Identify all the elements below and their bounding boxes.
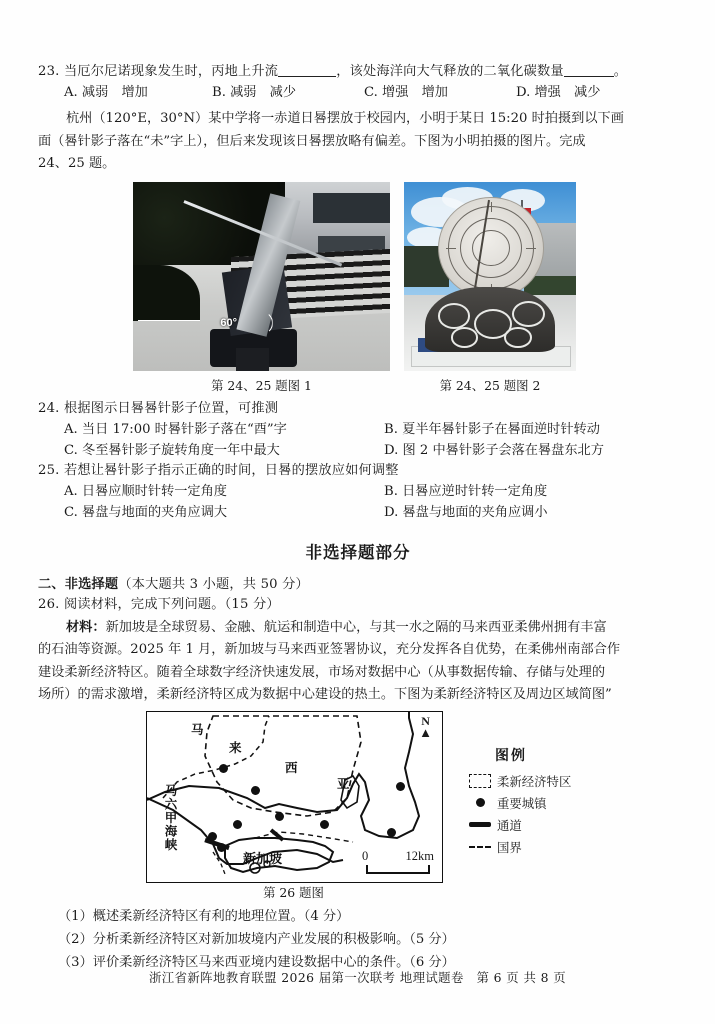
sez-dashed-box-icon xyxy=(463,774,497,788)
question-24-number: 24. xyxy=(38,400,60,416)
legend-item-city xyxy=(463,794,643,812)
question-24-option-a[interactable] xyxy=(64,419,384,440)
sez-map xyxy=(146,711,443,883)
map-label-country-char-3: 西 xyxy=(285,759,298,775)
scale-bar-graphic xyxy=(366,865,430,874)
question-24-option-b[interactable] xyxy=(384,419,600,440)
question-23-stem-part1: 当厄尔尼诺现象发生时，丙地上升流 xyxy=(64,64,279,79)
question-23-option-d[interactable] xyxy=(516,82,600,103)
question-26-stem xyxy=(38,595,678,615)
map-label-country-char-4: 亚 xyxy=(337,775,350,791)
map-city-dot xyxy=(208,832,217,841)
border-dashed-line-icon xyxy=(463,846,497,848)
map-figure-wrap xyxy=(38,711,678,900)
question-24-option-d[interactable] xyxy=(384,440,604,461)
answer-blank-2 xyxy=(564,76,614,77)
legend-label-channel: 通道 xyxy=(497,817,522,833)
option-text: 冬至晷针影子旋转角度一年中最大 xyxy=(82,442,280,458)
question-23-option-a[interactable] xyxy=(64,82,212,103)
question-26-material-line-4: 场所）的需求激增，柔新经济特区成为数据中心建设的热土。下图为柔新经济特区及周边区域简图” xyxy=(38,687,612,702)
photo1-building-window-band xyxy=(313,193,390,223)
question-26-sub-1: （1）概述柔新经济特区有利的地理位置。（4 分） xyxy=(58,908,350,924)
option-label: D. xyxy=(384,504,399,520)
question-26-material-line-2: 的石油等资源。2025 年 1 月，新加坡与马来西亚签署协议，充分发挥各自优势，在柔佛州南部合作 xyxy=(38,642,621,657)
option-text: 增强 增加 xyxy=(382,85,448,100)
option-label: A. xyxy=(64,421,78,437)
question-24-options-row-2 xyxy=(64,440,678,461)
photo1-sundial-pillar xyxy=(236,348,269,371)
city-dot-icon xyxy=(463,798,497,807)
question-25-option-b[interactable] xyxy=(384,481,547,502)
question-26-sub-2: （2）分析柔新经济特区对新加坡境内产业发展的积极影响。（5 分） xyxy=(58,931,455,947)
option-label: C. xyxy=(64,442,78,458)
photo2-dial-tick xyxy=(491,202,492,212)
option-label: D. xyxy=(384,442,399,458)
question-23-stem xyxy=(38,62,678,82)
scale-max-label: 12km xyxy=(405,848,434,863)
photo2-pedestal-swirl xyxy=(451,327,479,348)
option-label: B. xyxy=(384,421,398,437)
north-arrow-icon xyxy=(419,713,432,740)
question-26-material-line-1 xyxy=(38,617,678,640)
map-caption: 第 26 题图 xyxy=(263,884,324,900)
option-text: 图 2 中晷针影子会落在晷盘东北方 xyxy=(402,442,604,458)
option-text: 增强 减少 xyxy=(534,85,601,100)
photo2-dial-tick xyxy=(526,248,536,249)
question-25-stem xyxy=(38,461,678,481)
section-heading xyxy=(38,575,678,595)
map-label-singapore: 新加坡 xyxy=(243,851,283,867)
sundial-photo-1 xyxy=(133,182,390,371)
legend-label-sez: 柔新经济特区 xyxy=(497,773,572,789)
photo1-angle-label: 60° xyxy=(220,316,238,329)
question-25-stem-text: 若想让晷针影子指示正确的时间，日晷的摆放应如何调整 xyxy=(64,462,399,478)
option-text: 晷盘与地面的夹角应调小 xyxy=(402,504,548,520)
option-text: 日晷应顺时针转一定角度 xyxy=(81,483,227,499)
option-text: 减弱 减少 xyxy=(230,85,297,100)
question-23-stem-part3: 。 xyxy=(613,64,628,79)
sundial-figure-1-caption: 第 24、25 题图 1 xyxy=(211,377,312,393)
answer-blank-1 xyxy=(278,76,336,77)
option-text: 晷盘与地面的夹角应调大 xyxy=(82,504,228,520)
map-scale-bar xyxy=(362,849,434,874)
north-arrow-glyph: ▲ xyxy=(419,724,432,740)
question-24-stem xyxy=(38,399,678,419)
option-text: 夏半年晷针影子在晷面逆时针转动 xyxy=(402,421,600,437)
question-26-stem-text: 阅读材料，完成下列问题。（15 分） xyxy=(64,596,280,612)
map-city-dot xyxy=(217,843,226,852)
photo2-pedestal-swirl xyxy=(438,303,471,329)
map-legend xyxy=(463,745,643,860)
map-city-dot xyxy=(219,764,228,773)
page-footer: 浙江省新阵地教育联盟 2026 届第一次联考 地理试题卷 第 6 页 共 8 页 xyxy=(149,970,566,985)
map-label-country-char-1: 马 xyxy=(191,721,204,737)
question-26-sub-3: （3）评价柔新经济特区马来西亚境内建设数据中心的条件。（6 分） xyxy=(58,954,455,970)
photo2-sundial-disc xyxy=(438,197,543,299)
option-label: A. xyxy=(64,483,78,499)
question-24-stem-text: 根据图示日晷晷针影子位置，可推测 xyxy=(64,400,279,416)
question-25-number: 25. xyxy=(38,462,60,478)
question-24-options-row-1 xyxy=(64,419,678,440)
question-25-option-c[interactable] xyxy=(64,502,384,523)
scale-zero-label: 0 xyxy=(362,848,369,863)
option-text: 当日 17:00 时晷针影子落在“酉”字 xyxy=(81,421,287,437)
question-23-stem-part2: ，该处海洋向大气释放的二氧化碳数量 xyxy=(336,64,564,79)
photo2-pedestal-swirl xyxy=(512,301,545,327)
legend-label-border: 国界 xyxy=(497,839,522,855)
map-city-dot xyxy=(275,812,284,821)
option-label: C. xyxy=(64,504,78,520)
map-label-malacca-strait: 马六甲海峡 xyxy=(163,783,178,851)
map-city-dot xyxy=(251,786,260,795)
question-25-options-row-1 xyxy=(64,481,678,502)
photo2-cloud-motif-pedestal xyxy=(425,287,556,351)
legend-item-border xyxy=(463,838,643,856)
question-25-options-row-2 xyxy=(64,502,678,523)
question-24-option-c[interactable] xyxy=(64,440,384,461)
photo2-pedestal-swirl xyxy=(504,327,532,348)
sundial-passage-line-1: 杭州（120°E，30°N）某中学将一赤道日晷摆放于校园内，小明于某日 15:20 时拍摄到以下画 xyxy=(66,111,624,126)
map-city-dot xyxy=(320,820,329,829)
option-text: 减弱 增加 xyxy=(81,85,148,100)
sundial-figure-row xyxy=(38,182,678,372)
map-border-south xyxy=(213,852,225,874)
option-text: 日晷应逆时针转一定角度 xyxy=(402,483,548,499)
material-label: 材料： xyxy=(66,619,106,635)
option-label: B. xyxy=(212,85,226,100)
question-25-option-a[interactable] xyxy=(64,481,384,502)
sundial-passage-line-2: 面（晷针影子落在“未”字上），但后来发现该日晷摆放略有偏差。下图为小明拍摄的图片。完成 xyxy=(38,133,586,149)
material-text: 新加坡是全球贸易、金融、航运和制造中心，与其一水之隔的马来西亚柔佛州拥有丰富 xyxy=(105,619,607,635)
sundial-passage-line-3: 24、25 题。 xyxy=(38,156,116,171)
question-23-options xyxy=(64,82,678,103)
option-label: D. xyxy=(516,85,531,100)
sundial-figure-2-caption: 第 24、25 题图 2 xyxy=(439,377,541,393)
option-label: A. xyxy=(64,85,78,100)
question-23-number: 23. xyxy=(38,64,60,79)
section-title: 非选择题部分 xyxy=(305,542,411,562)
page-content xyxy=(38,62,678,974)
question-26-number: 26. xyxy=(38,596,60,612)
section-heading-rest: （本大题共 3 小题，共 50 分） xyxy=(118,576,309,592)
photo1-horizontal-reference-line xyxy=(138,320,200,322)
legend-label-city: 重要城镇 xyxy=(497,795,547,811)
north-letter: N xyxy=(421,713,430,728)
question-26-material-line-3: 建设柔新经济特区。随着全球数字经济快速发展，市场对数据中心（从事数据传输、存储与处理的 xyxy=(38,664,606,680)
option-label: B. xyxy=(384,483,398,499)
question-23-option-c[interactable] xyxy=(364,82,516,103)
map-city-dot xyxy=(396,782,405,791)
legend-item-channel xyxy=(463,816,643,834)
legend-title: 图例 xyxy=(495,747,527,764)
map-city-dot xyxy=(387,828,396,837)
sundial-caption-row xyxy=(38,376,678,396)
map-city-dot xyxy=(233,820,242,829)
section-heading-bold: 二、非选择题 xyxy=(38,576,119,592)
option-label: C. xyxy=(364,85,378,100)
map-label-country-char-2: 来 xyxy=(229,739,242,755)
question-23-option-b[interactable] xyxy=(212,82,364,103)
photo2-dial-tick xyxy=(446,248,456,249)
legend-item-sez xyxy=(463,772,643,790)
channel-line-icon xyxy=(463,822,497,827)
question-25-option-d[interactable] xyxy=(384,502,548,523)
sundial-photo-2 xyxy=(404,182,576,371)
